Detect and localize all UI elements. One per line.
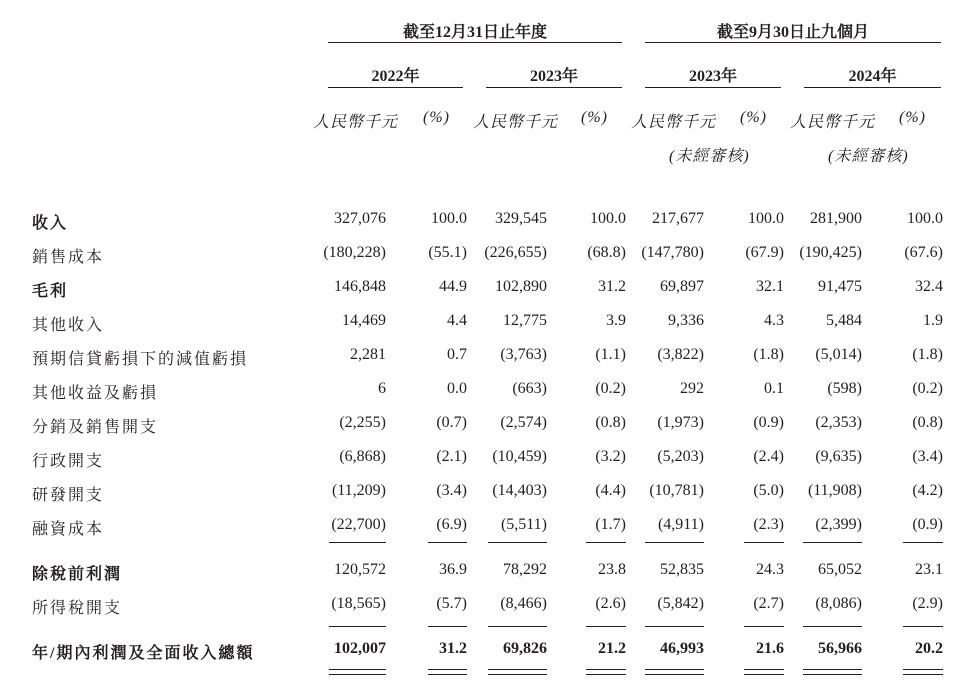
- percent-cell: 21.6: [756, 640, 784, 657]
- amount-cell: (190,425): [799, 244, 862, 261]
- amount-cell: 102,007: [334, 640, 386, 657]
- amount-cell: (5,203): [657, 448, 704, 465]
- amount-cell: (1,973): [657, 414, 704, 431]
- percent-cell: 32.1: [756, 278, 784, 295]
- percent-cell: (0.8): [912, 414, 943, 431]
- percent-cell: (0.8): [595, 414, 626, 431]
- amount-cell: (14,403): [492, 482, 547, 499]
- amount-cell: (2,255): [339, 414, 386, 431]
- percent-cell: 44.9: [439, 278, 467, 295]
- row-label: 研發開支: [32, 487, 105, 504]
- row-label: 其他收益及虧損: [32, 385, 159, 402]
- amount-cell: 69,897: [660, 278, 704, 295]
- amount-cell: (3,763): [500, 346, 547, 363]
- row-label: 預期信貸虧損下的減值虧損: [32, 351, 249, 368]
- amount-cell: 120,572: [334, 561, 386, 578]
- percent-cell: 100.0: [748, 210, 784, 227]
- amount-cell: (22,700): [331, 516, 386, 533]
- total-double-rule: [903, 669, 943, 675]
- unit-header-pct: (%): [423, 109, 450, 126]
- amount-cell: (5,842): [657, 595, 704, 612]
- percent-cell: 0.1: [764, 380, 784, 397]
- percent-cell: (3.4): [912, 448, 943, 465]
- amount-cell: 56,966: [818, 640, 862, 657]
- percent-cell: 32.4: [915, 278, 943, 295]
- percent-cell: (2.9): [912, 595, 943, 612]
- total-double-rule: [329, 669, 386, 675]
- unit-header-rmb: 人民幣千元: [473, 114, 559, 131]
- amount-cell: 217,677: [652, 210, 704, 227]
- group-rule-year-ended: [328, 42, 622, 43]
- subtotal-rule: [744, 626, 784, 627]
- subtotal-rule: [803, 626, 862, 627]
- percent-cell: 20.2: [915, 640, 943, 657]
- amount-cell: (147,780): [641, 244, 704, 261]
- amount-cell: (3,822): [657, 346, 704, 363]
- amount-cell: (6,868): [339, 448, 386, 465]
- year-header-2024-9m: 2024年: [848, 68, 897, 85]
- amount-cell: (11,209): [331, 482, 386, 499]
- percent-cell: (2.7): [753, 595, 784, 612]
- unit-header-pct: (%): [740, 109, 767, 126]
- amount-cell: (180,228): [323, 244, 386, 261]
- percent-cell: 0.7: [447, 346, 467, 363]
- percent-cell: 100.0: [431, 210, 467, 227]
- amount-cell: 78,292: [503, 561, 547, 578]
- amount-cell: 146,848: [334, 278, 386, 295]
- amount-cell: (663): [512, 380, 547, 397]
- subtotal-rule: [428, 626, 467, 627]
- amount-cell: 69,826: [503, 640, 547, 657]
- amount-cell: (2,399): [815, 516, 862, 533]
- row-label: 收入: [32, 215, 69, 232]
- total-double-rule: [488, 669, 547, 675]
- group-rule-nine-months: [645, 42, 941, 43]
- row-label: 銷售成本: [32, 249, 105, 266]
- unit-header-pct: (%): [899, 109, 926, 126]
- amount-cell: 91,475: [818, 278, 862, 295]
- percent-cell: (67.9): [745, 244, 784, 261]
- amount-cell: (8,466): [500, 595, 547, 612]
- subtotal-rule: [903, 626, 943, 627]
- percent-cell: 100.0: [590, 210, 626, 227]
- amount-cell: 292: [680, 380, 704, 397]
- percent-cell: (2.6): [595, 595, 626, 612]
- amount-cell: (4,911): [657, 516, 704, 533]
- unit-header-rmb: 人民幣千元: [631, 114, 717, 131]
- row-label: 所得稅開支: [32, 600, 123, 617]
- subtotal-rule: [329, 626, 386, 627]
- subtotal-rule: [428, 542, 467, 543]
- percent-cell: (1.8): [912, 346, 943, 363]
- percent-cell: (1.8): [753, 346, 784, 363]
- subtotal-rule: [645, 626, 704, 627]
- subtotal-rule: [903, 542, 943, 543]
- subtotal-rule: [803, 542, 862, 543]
- percent-cell: (1.7): [595, 516, 626, 533]
- row-label: 融資成本: [32, 521, 105, 538]
- percent-cell: (2.1): [436, 448, 467, 465]
- amount-cell: 9,336: [668, 312, 704, 329]
- amount-cell: 329,545: [495, 210, 547, 227]
- amount-cell: (598): [827, 380, 862, 397]
- year-header-2023-fy: 2023年: [529, 68, 578, 85]
- percent-cell: 100.0: [907, 210, 943, 227]
- total-double-rule: [428, 669, 467, 675]
- year-rule-2024-9m: [804, 87, 941, 88]
- subtotal-rule: [329, 542, 386, 543]
- percent-cell: 23.1: [915, 561, 943, 578]
- amount-cell: (226,655): [484, 244, 547, 261]
- percent-cell: (0.9): [912, 516, 943, 533]
- unit-header-rmb: 人民幣千元: [790, 114, 876, 131]
- subtotal-rule: [586, 542, 626, 543]
- percent-cell: (5.0): [753, 482, 784, 499]
- amount-cell: 12,775: [503, 312, 547, 329]
- amount-cell: (18,565): [331, 595, 386, 612]
- amount-cell: 46,993: [660, 640, 704, 657]
- percent-cell: (2.4): [753, 448, 784, 465]
- unaudited-note-2024: (未經審核): [828, 148, 909, 165]
- percent-cell: (1.1): [595, 346, 626, 363]
- unit-header-pct: (%): [581, 109, 608, 126]
- percent-cell: 4.3: [764, 312, 784, 329]
- percent-cell: 31.2: [439, 640, 467, 657]
- amount-cell: (9,635): [815, 448, 862, 465]
- amount-cell: (2,353): [815, 414, 862, 431]
- percent-cell: 36.9: [439, 561, 467, 578]
- row-label: 毛利: [32, 283, 69, 300]
- percent-cell: (4.4): [595, 482, 626, 499]
- percent-cell: (5.7): [436, 595, 467, 612]
- group-header-year-ended: 截至12月31日止年度: [402, 24, 547, 41]
- amount-cell: 281,900: [810, 210, 862, 227]
- year-header-2022: 2022年: [371, 68, 420, 85]
- percent-cell: (0.7): [436, 414, 467, 431]
- year-rule-2023-fy: [486, 87, 622, 88]
- total-double-rule: [645, 669, 704, 675]
- row-label: 分銷及銷售開支: [32, 419, 159, 436]
- percent-cell: 0.0: [447, 380, 467, 397]
- subtotal-rule: [645, 542, 704, 543]
- percent-cell: 31.2: [598, 278, 626, 295]
- amount-cell: 65,052: [818, 561, 862, 578]
- percent-cell: 1.9: [923, 312, 943, 329]
- row-label: 其他收入: [32, 317, 105, 334]
- percent-cell: (2.3): [753, 516, 784, 533]
- percent-cell: 24.3: [756, 561, 784, 578]
- percent-cell: (4.2): [912, 482, 943, 499]
- amount-cell: 327,076: [334, 210, 386, 227]
- percent-cell: 21.2: [598, 640, 626, 657]
- subtotal-rule: [586, 626, 626, 627]
- percent-cell: (55.1): [428, 244, 467, 261]
- amount-cell: (10,459): [492, 448, 547, 465]
- unit-header-rmb: 人民幣千元: [313, 114, 399, 131]
- amount-cell: 52,835: [660, 561, 704, 578]
- total-double-rule: [803, 669, 862, 675]
- subtotal-rule: [488, 542, 547, 543]
- amount-cell: 102,890: [495, 278, 547, 295]
- amount-cell: (5,014): [815, 346, 862, 363]
- percent-cell: (67.6): [904, 244, 943, 261]
- amount-cell: 14,469: [342, 312, 386, 329]
- percent-cell: 23.8: [598, 561, 626, 578]
- percent-cell: (3.4): [436, 482, 467, 499]
- year-header-2023-9m: 2023年: [688, 68, 737, 85]
- subtotal-rule: [744, 542, 784, 543]
- percent-cell: 4.4: [447, 312, 467, 329]
- percent-cell: (0.2): [595, 380, 626, 397]
- row-label: 行政開支: [32, 453, 105, 470]
- percent-cell: (0.9): [753, 414, 784, 431]
- amount-cell: (2,574): [500, 414, 547, 431]
- unaudited-note-2023: (未經審核): [669, 148, 750, 165]
- amount-cell: (8,086): [815, 595, 862, 612]
- percent-cell: (6.9): [436, 516, 467, 533]
- percent-cell: 3.9: [606, 312, 626, 329]
- subtotal-rule: [488, 626, 547, 627]
- year-rule-2022: [328, 87, 463, 88]
- amount-cell: 2,281: [350, 346, 386, 363]
- amount-cell: 6: [378, 380, 386, 397]
- percent-cell: (0.2): [912, 380, 943, 397]
- total-double-rule: [744, 669, 784, 675]
- amount-cell: (10,781): [649, 482, 704, 499]
- amount-cell: (5,511): [500, 516, 547, 533]
- total-double-rule: [586, 669, 626, 675]
- amount-cell: 5,484: [826, 312, 862, 329]
- amount-cell: (11,908): [807, 482, 862, 499]
- row-label: 年/期內利潤及全面收入總額: [32, 645, 255, 662]
- percent-cell: (68.8): [587, 244, 626, 261]
- group-header-nine-months: 截至9月30日止九個月: [716, 24, 869, 41]
- percent-cell: (3.2): [595, 448, 626, 465]
- year-rule-2023-9m: [645, 87, 781, 88]
- row-label: 除稅前利潤: [32, 566, 123, 583]
